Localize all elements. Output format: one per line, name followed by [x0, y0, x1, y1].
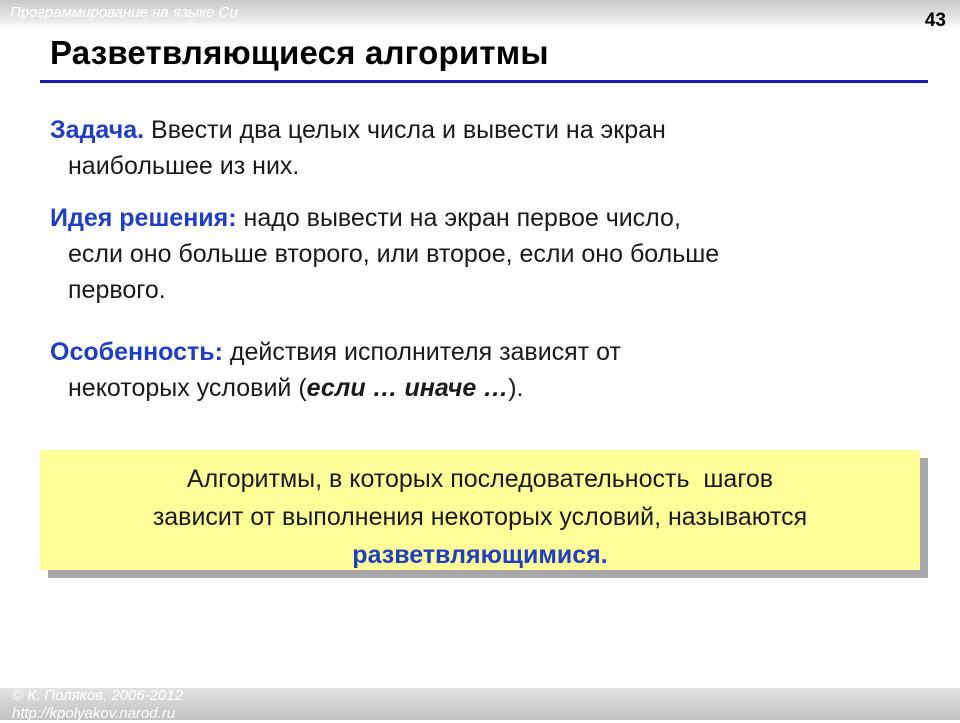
definition-term: разветвляющимися.: [352, 541, 608, 569]
feature-line2-end: ).: [508, 374, 524, 402]
course-title: Программирование на языке Си: [10, 4, 238, 21]
slide-title: Разветвляющиеся алгоритмы: [50, 34, 549, 71]
feature-paragraph: [50, 334, 910, 406]
task-text-line2: наибольшее из них.: [68, 152, 300, 180]
task-paragraph: [50, 112, 910, 184]
title-underline: [40, 80, 928, 83]
idea-text-line3: первого.: [68, 276, 166, 304]
feature-label: Особенность:: [50, 338, 223, 366]
copyright-text: © К. Поляков, 2006-2012: [12, 687, 184, 704]
footer-copyright: [12, 687, 183, 723]
task-label: Задача.: [50, 116, 145, 144]
idea-paragraph: [50, 200, 910, 308]
idea-text-line2: если оно больше второго, или второе, если оно больше: [68, 240, 720, 268]
task-text-line1: Ввести два целых числа и вывести на экран: [144, 116, 666, 144]
author-url: http://kpolyakov.narod.ru: [12, 705, 176, 722]
definition-box: [40, 450, 920, 570]
feature-text-line1: действия исполнителя зависят от: [222, 338, 621, 366]
definition-line2: зависит от выполнения некоторых условий, называются: [152, 503, 808, 531]
feature-line2-start: некоторых условий (: [68, 374, 307, 402]
feature-text-line2: [50, 370, 910, 406]
feature-condition-keywords: если … иначе …: [306, 374, 509, 402]
definition-line1: Алгоритмы, в которых последовательность шагов: [186, 465, 774, 493]
idea-text-line1: надо вывести на экран первое число,: [236, 204, 681, 232]
page-number: 43: [924, 10, 946, 31]
idea-label: Идея решения:: [50, 204, 237, 232]
